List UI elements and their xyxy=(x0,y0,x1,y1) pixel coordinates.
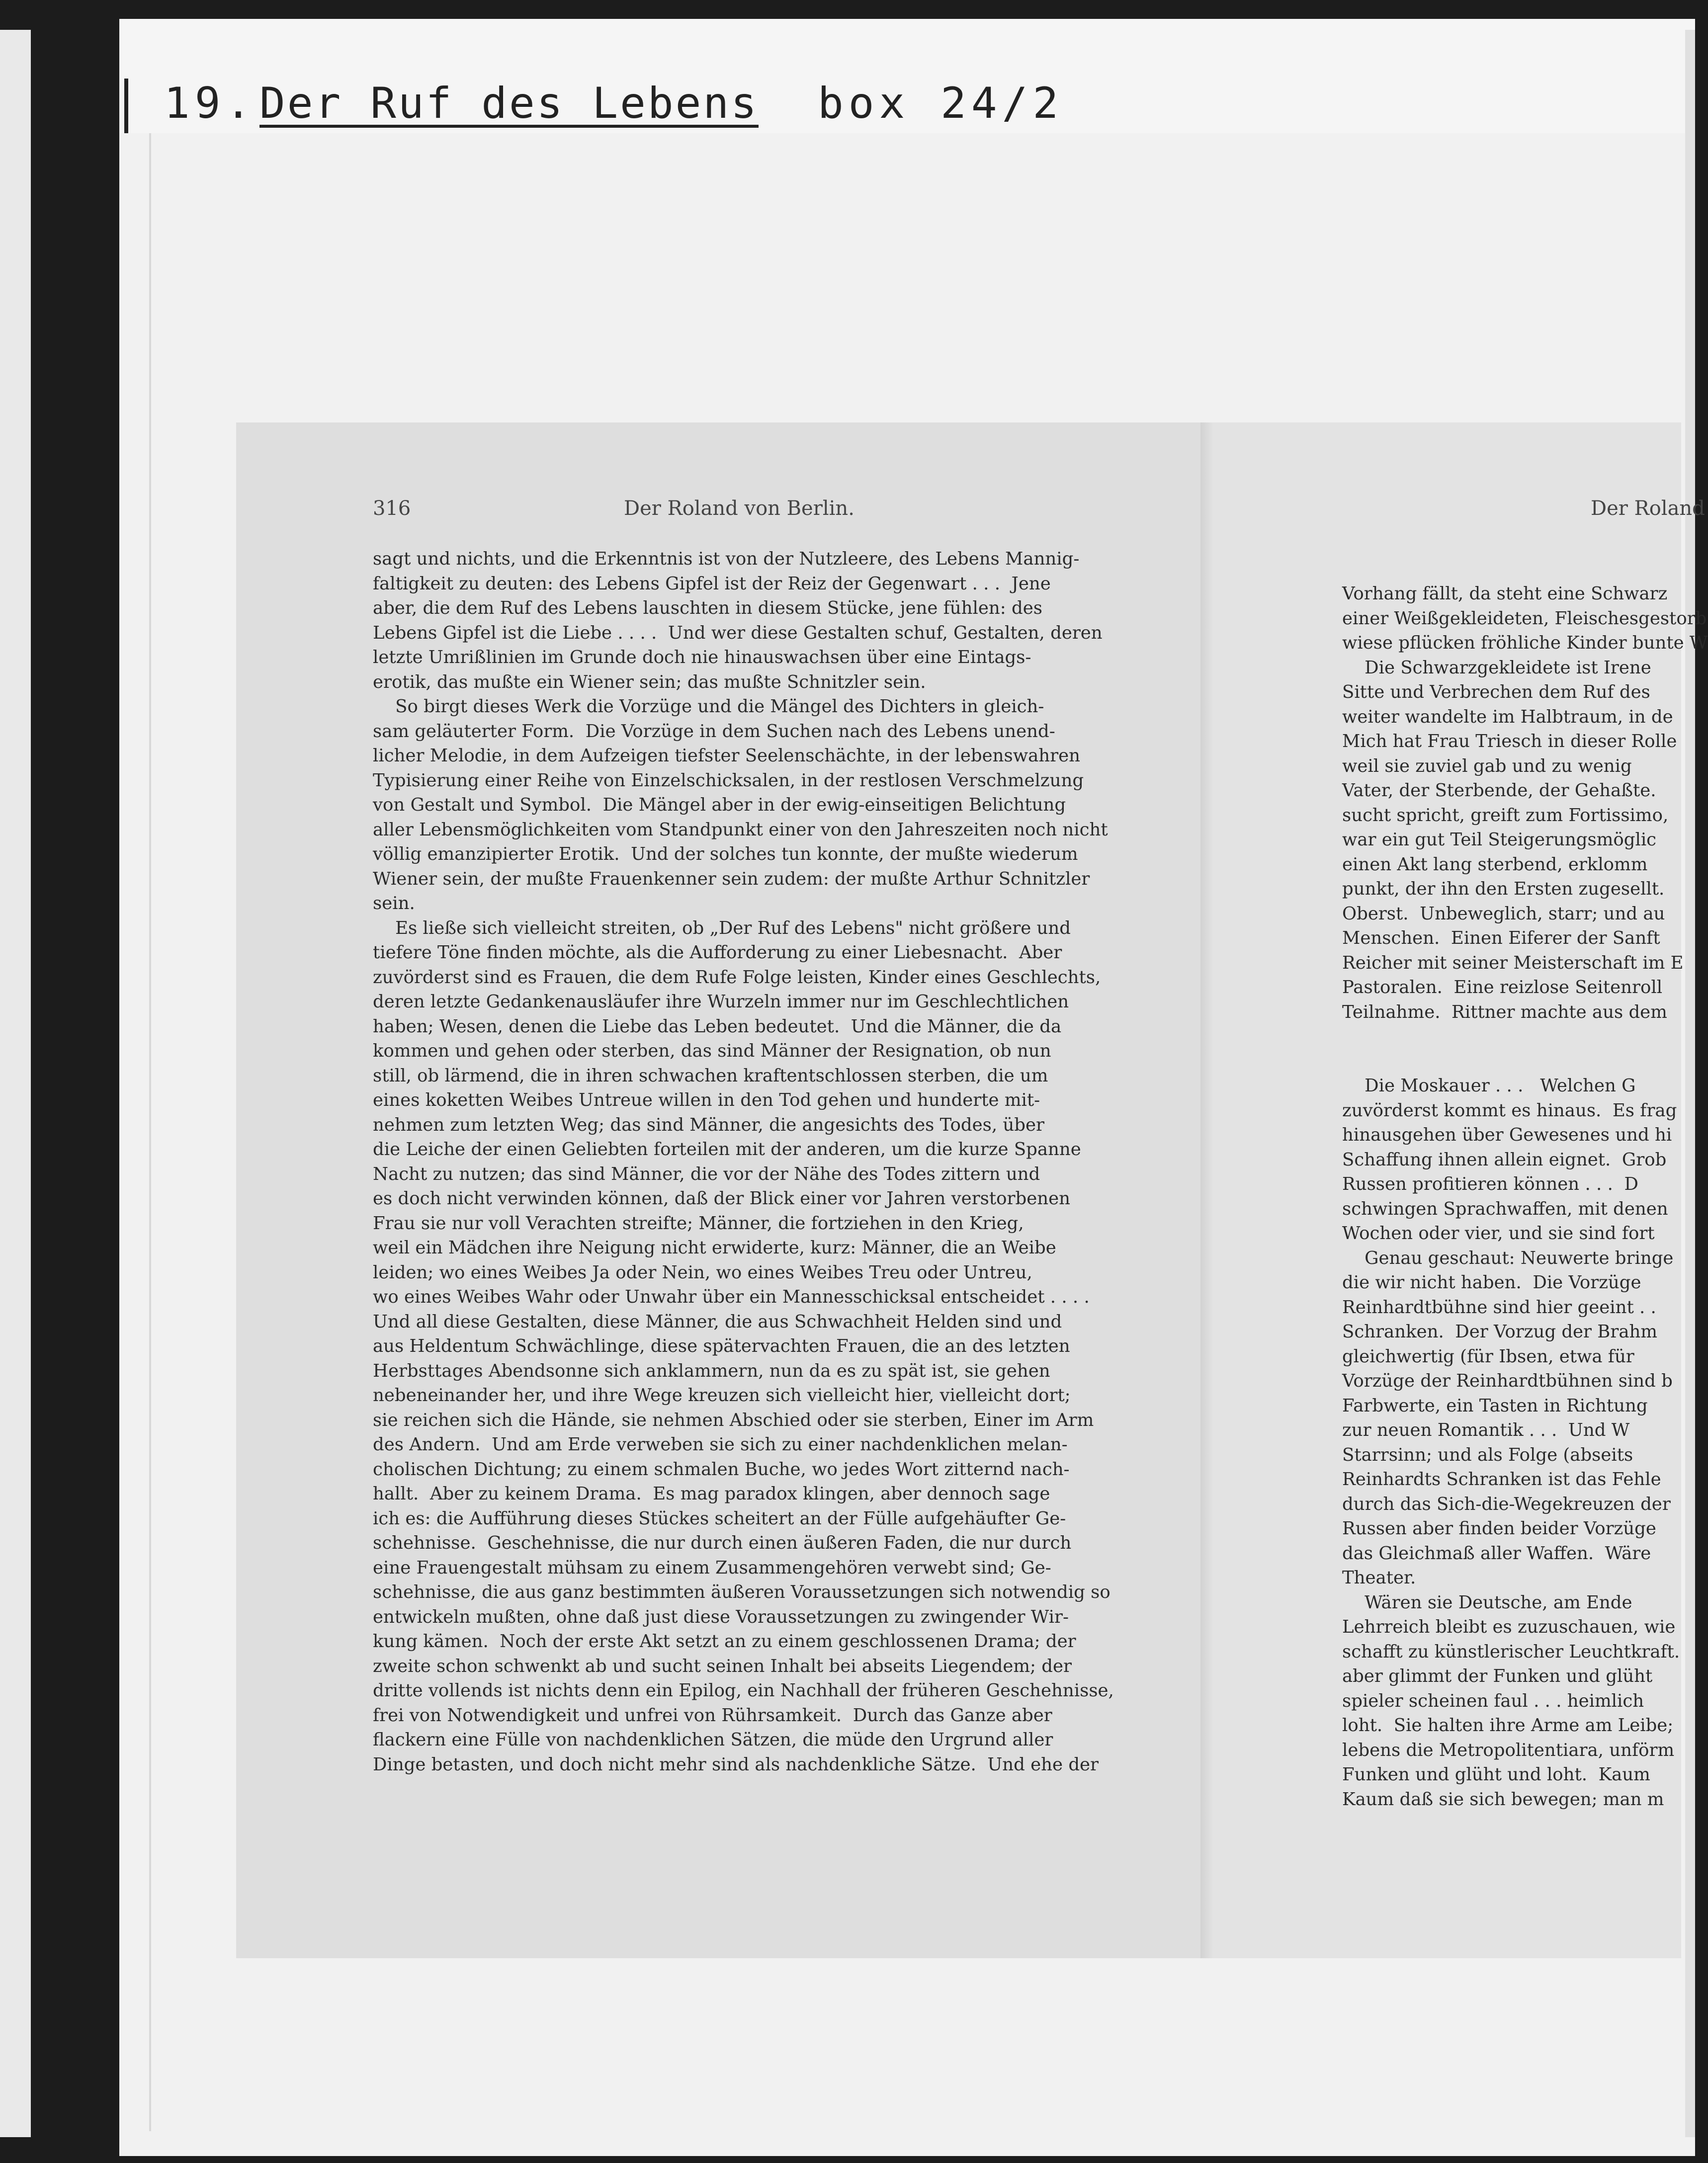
text-line: einer Weißgekleideten, Fleischesgestorb xyxy=(1342,608,1707,629)
text-line: die Leiche der einen Geliebten forteilen mit der anderen, um die kurze Spanne xyxy=(373,1139,1081,1160)
text-line: zur neuen Romantik . . . Und W xyxy=(1342,1420,1630,1440)
page-number: 316 xyxy=(373,497,411,520)
text-line: aller Lebensmöglichkeiten vom Standpunkt einer von den Jahreszeiten noch nicht xyxy=(373,819,1108,840)
text-line: entwickeln mußten, ohne daß just diese Voraussetzungen zu zwingender Wir- xyxy=(373,1606,1069,1627)
text-line: eines koketten Weibes Untreue willen in den Tod gehen und hunderte mit- xyxy=(373,1090,1040,1110)
text-line: Theater. xyxy=(1342,1568,1416,1588)
text-line: Farbwerte, ein Tasten in Richtung xyxy=(1342,1395,1648,1416)
card-header xyxy=(119,19,1695,133)
text-line: die wir nicht haben. Die Vorzüge xyxy=(1342,1272,1641,1293)
text-line: kommen und gehen oder sterben, das sind Männer der Resignation, ob nun xyxy=(373,1041,1051,1061)
text-line: Schaffung ihnen allein eignet. Grob xyxy=(1342,1149,1667,1170)
text-line: Vorhang fällt, da steht eine Schwarz xyxy=(1342,583,1668,604)
text-line: schehnisse, die aus ganz bestimmten äußeren Voraussetzungen sich notwendig so xyxy=(373,1582,1110,1602)
text-line: Schranken. Der Vorzug der Brahm xyxy=(1342,1322,1658,1342)
header-margin-mark xyxy=(124,79,128,133)
text-line: sein. xyxy=(373,893,415,914)
text-line: aber, die dem Ruf des Lebens lauschten in diesem Stücke, jene fühlen: des xyxy=(373,598,1042,618)
text-line: sie reichen sich die Hände, sie nehmen Abschied oder sie sterben, Einer im Arm xyxy=(373,1410,1094,1430)
text-line: gleichwertig (für Ibsen, etwa für xyxy=(1342,1346,1634,1367)
text-line: Reinhardtbühne sind hier geeint . . xyxy=(1342,1297,1656,1318)
text-line: Mich hat Frau Triesch in dieser Rolle xyxy=(1342,731,1677,751)
text-line xyxy=(1342,1049,1708,1074)
text-line: es doch nicht verwinden können, daß der Blick einer vor Jahren verstorbenen xyxy=(373,1188,1070,1209)
text-line: cholischen Dichtung; zu einem schmalen Buche, wo jedes Wort zitternd nach- xyxy=(373,1459,1070,1480)
article-text-left xyxy=(373,547,1114,1777)
text-line: faltigkeit zu deuten: des Lebens Gipfel ist der Reiz der Gegenwart . . . Jene xyxy=(373,573,1051,594)
folder-number: 19. xyxy=(164,79,256,128)
text-line: letzte Umrißlinien im Grunde doch nie hinauswachsen über eine Eintags- xyxy=(373,647,1031,667)
text-line: zweite schon schwenkt ab und sucht seinen Inhalt bei abseits Liegendem; der xyxy=(373,1656,1072,1676)
text-line: deren letzte Gedankenausläufer ihre Wurzeln immer nur im Geschlechtlichen xyxy=(373,992,1069,1012)
text-line: haben; Wesen, denen die Liebe das Leben bedeutet. Und die Männer, die da xyxy=(373,1016,1062,1037)
text-line: sagt und nichts, und die Erkenntnis ist von der Nutzleere, des Lebens Mannig- xyxy=(373,549,1080,569)
article-text-right xyxy=(1342,582,1708,1812)
text-line: zuvörderst sind es Frauen, die dem Rufe Folge leisten, Kinder eines Geschlechts, xyxy=(373,967,1101,988)
text-line: ich es: die Aufführung dieses Stückes scheitert an der Fülle aufgehäufter Ge- xyxy=(373,1508,1066,1529)
text-line: leiden; wo eines Weibes Ja oder Nein, wo eines Weibes Treu oder Untreu, xyxy=(373,1262,1032,1283)
text-line: Frau sie nur voll Verachten streifte; Männer, die fortziehen in den Krieg, xyxy=(373,1213,1024,1234)
clipping-page-left xyxy=(236,422,1210,1958)
text-line: hallt. Aber zu keinem Drama. Es mag paradox klingen, aber dennoch sage xyxy=(373,1484,1050,1504)
text-line: einen Akt lang sterbend, erklomm xyxy=(1342,854,1648,875)
text-line: aus Heldentum Schwächlinge, diese spätervachten Frauen, die an des letzten xyxy=(373,1336,1070,1356)
text-line: lebens die Metropolitentiara, unförm xyxy=(1342,1740,1675,1760)
text-line: flackern eine Fülle von nachdenklichen Sätzen, die müde den Urgrund aller xyxy=(373,1730,1053,1750)
text-line: weil sie zuviel gab und zu wenig xyxy=(1342,755,1632,776)
text-line: zuvörderst kommt es hinaus. Es frag xyxy=(1342,1100,1677,1121)
text-line: das Gleichmaß aller Waffen. Wäre xyxy=(1342,1543,1651,1564)
text-line: Teilnahme. Rittner machte aus dem xyxy=(1342,1001,1667,1022)
text-line: sam geläuterter Form. Die Vorzüge in dem Suchen nach des Lebens unend- xyxy=(373,721,1055,742)
text-line: Reinhardts Schranken ist das Fehle xyxy=(1342,1469,1661,1490)
running-head: Der Roland von Berlin. xyxy=(624,497,854,520)
text-line: Nacht zu nutzen; das sind Männer, die vor der Nähe des Todes zittern und xyxy=(373,1164,1040,1184)
text-line: Russen aber finden beider Vorzüge xyxy=(1342,1518,1656,1539)
text-line: Menschen. Einen Eiferer der Sanft xyxy=(1342,928,1660,948)
text-line: punkt, der ihn den Ersten zugesellt. xyxy=(1342,879,1665,899)
text-line: Wären sie Deutsche, am Ende xyxy=(1342,1592,1632,1613)
text-line: tiefere Töne finden möchte, als die Aufforderung zu einer Liebesnacht. Aber xyxy=(373,942,1062,963)
text-line: Dinge betasten, und doch nicht mehr sind als nachdenkliche Sätze. Und ehe der xyxy=(373,1754,1099,1775)
text-line: schwingen Sprachwaffen, mit denen xyxy=(1342,1198,1668,1219)
adjacent-sheet-edge xyxy=(0,30,31,2137)
text-line: Kaum daß sie sich bewegen; man m xyxy=(1342,1789,1664,1810)
text-line: dritte vollends ist nichts denn ein Epilog, ein Nachhall der früheren Geschehnisse, xyxy=(373,1680,1114,1701)
text-line: Genau geschaut: Neuwerte bringe xyxy=(1342,1248,1674,1268)
text-line: nehmen zum letzten Weg; das sind Männer, die angesichts des Todes, über xyxy=(373,1114,1044,1135)
text-line: Herbsttages Abendsonne sich anklammern, nun da es zu spät ist, sie gehen xyxy=(373,1360,1050,1381)
text-line: Die Schwarzgekleidete ist Irene xyxy=(1342,657,1651,678)
text-line: wo eines Weibes Wahr oder Unwahr über ein Mannesschicksal entscheidet . . . . xyxy=(373,1287,1090,1307)
text-line: wiese pflücken fröhliche Kinder bunte W xyxy=(1342,633,1708,653)
text-line: war ein gut Teil Steigerungsmöglic xyxy=(1342,830,1657,850)
text-line: eine Frauengestalt mühsam zu einem Zusammengehören verwebt sind; Ge- xyxy=(373,1557,1051,1578)
box-label: box 24/2 xyxy=(818,79,1064,128)
card-margin-line xyxy=(149,133,151,2131)
text-line: Russen profitieren können . . . D xyxy=(1342,1174,1638,1194)
text-line: Vater, der Sterbende, der Gehaßte. xyxy=(1342,780,1656,801)
text-line: des Andern. Und am Erde verweben sie sich zu einer nachdenklichen melan- xyxy=(373,1434,1068,1455)
text-line: frei von Notwendigkeit und unfrei von Rührsamkeit. Durch das Ganze aber xyxy=(373,1705,1052,1726)
text-line: Sitte und Verbrechen dem Ruf des xyxy=(1342,682,1650,702)
text-line: Lebens Gipfel ist die Liebe . . . . Und wer diese Gestalten schuf, Gestalten, deren xyxy=(373,622,1103,643)
text-line: So birgt dieses Werk die Vorzüge und die Mängel des Dichters in gleich- xyxy=(373,696,1044,717)
text-line: Funken und glüht und loht. Kaum xyxy=(1342,1764,1650,1785)
running-head-right: Der Roland xyxy=(1591,497,1705,520)
clipping-page-right xyxy=(1213,422,1708,1958)
text-line: kung kämen. Noch der erste Akt setzt an zu einem geschlossenen Drama; der xyxy=(373,1631,1076,1652)
text-line: Und all diese Gestalten, diese Männer, die aus Schwachheit Helden sind und xyxy=(373,1311,1062,1332)
folder-title: Der Ruf des Lebens xyxy=(259,79,759,128)
text-line: Die Moskauer . . . Welchen G xyxy=(1342,1076,1636,1096)
text-line: spieler scheinen faul . . . heimlich xyxy=(1342,1690,1644,1711)
text-line: schehnisse. Geschehnisse, die nur durch einen äußeren Faden, die nur durch xyxy=(373,1533,1072,1553)
text-line: erotik, das mußte ein Wiener sein; das mußte Schnitzler sein. xyxy=(373,671,926,692)
text-line: Pastoralen. Eine reizlose Seitenroll xyxy=(1342,977,1663,998)
text-line: licher Melodie, in dem Aufzeigen tiefster Seelenschächte, in der lebenswahren xyxy=(373,746,1080,766)
text-line: sucht spricht, greift zum Fortissimo, xyxy=(1342,805,1669,826)
text-line: still, ob lärmend, die in ihren schwachen kraftentschlossen sterben, die um xyxy=(373,1065,1048,1086)
text-line: Lehrreich bleibt es zuzuschauen, wie xyxy=(1342,1617,1676,1637)
text-line: loht. Sie halten ihre Arme am Leibe; xyxy=(1342,1715,1674,1736)
text-line: weiter wandelte im Halbtraum, in de xyxy=(1342,706,1673,727)
text-line: aber glimmt der Funken und glüht xyxy=(1342,1666,1653,1686)
text-line: Typisierung einer Reihe von Einzelschicksalen, in der restlosen Verschmelzung xyxy=(373,770,1084,791)
text-line: von Gestalt und Symbol. Die Mängel aber in der ewig-einseitigen Belichtung xyxy=(373,795,1066,815)
text-line: Reicher mit seiner Meisterschaft im E xyxy=(1342,952,1684,973)
text-line: hinausgehen über Gewesenes und hi xyxy=(1342,1125,1672,1145)
text-line: weil ein Mädchen ihre Neigung nicht erwiderte, kurz: Männer, die an Weibe xyxy=(373,1238,1056,1258)
text-line xyxy=(1342,1024,1708,1049)
text-line: Oberst. Unbeweglich, starr; und au xyxy=(1342,903,1665,924)
text-line: schafft zu künstlerischer Leuchtkraft. xyxy=(1342,1641,1680,1662)
text-line: durch das Sich-die-Wegekreuzen der xyxy=(1342,1494,1671,1514)
text-line: Wiener sein, der mußte Frauenkenner sein zudem: der mußte Arthur Schnitzler xyxy=(373,868,1090,889)
text-line: völlig emanzipierter Erotik. Und der solches tun konnte, der mußte wiederum xyxy=(373,844,1078,864)
text-line: Es ließe sich vielleicht streiten, ob „Der Ruf des Lebens" nicht größere und xyxy=(373,917,1071,938)
text-line: Vorzüge der Reinhardtbühnen sind b xyxy=(1342,1371,1673,1391)
text-line: Starrsinn; und als Folge (abseits xyxy=(1342,1444,1633,1465)
text-line: Wochen oder vier, und sie sind fort xyxy=(1342,1223,1655,1244)
text-line: nebeneinander her, und ihre Wege kreuzen sich vielleicht hier, vielleicht dort; xyxy=(373,1385,1071,1406)
